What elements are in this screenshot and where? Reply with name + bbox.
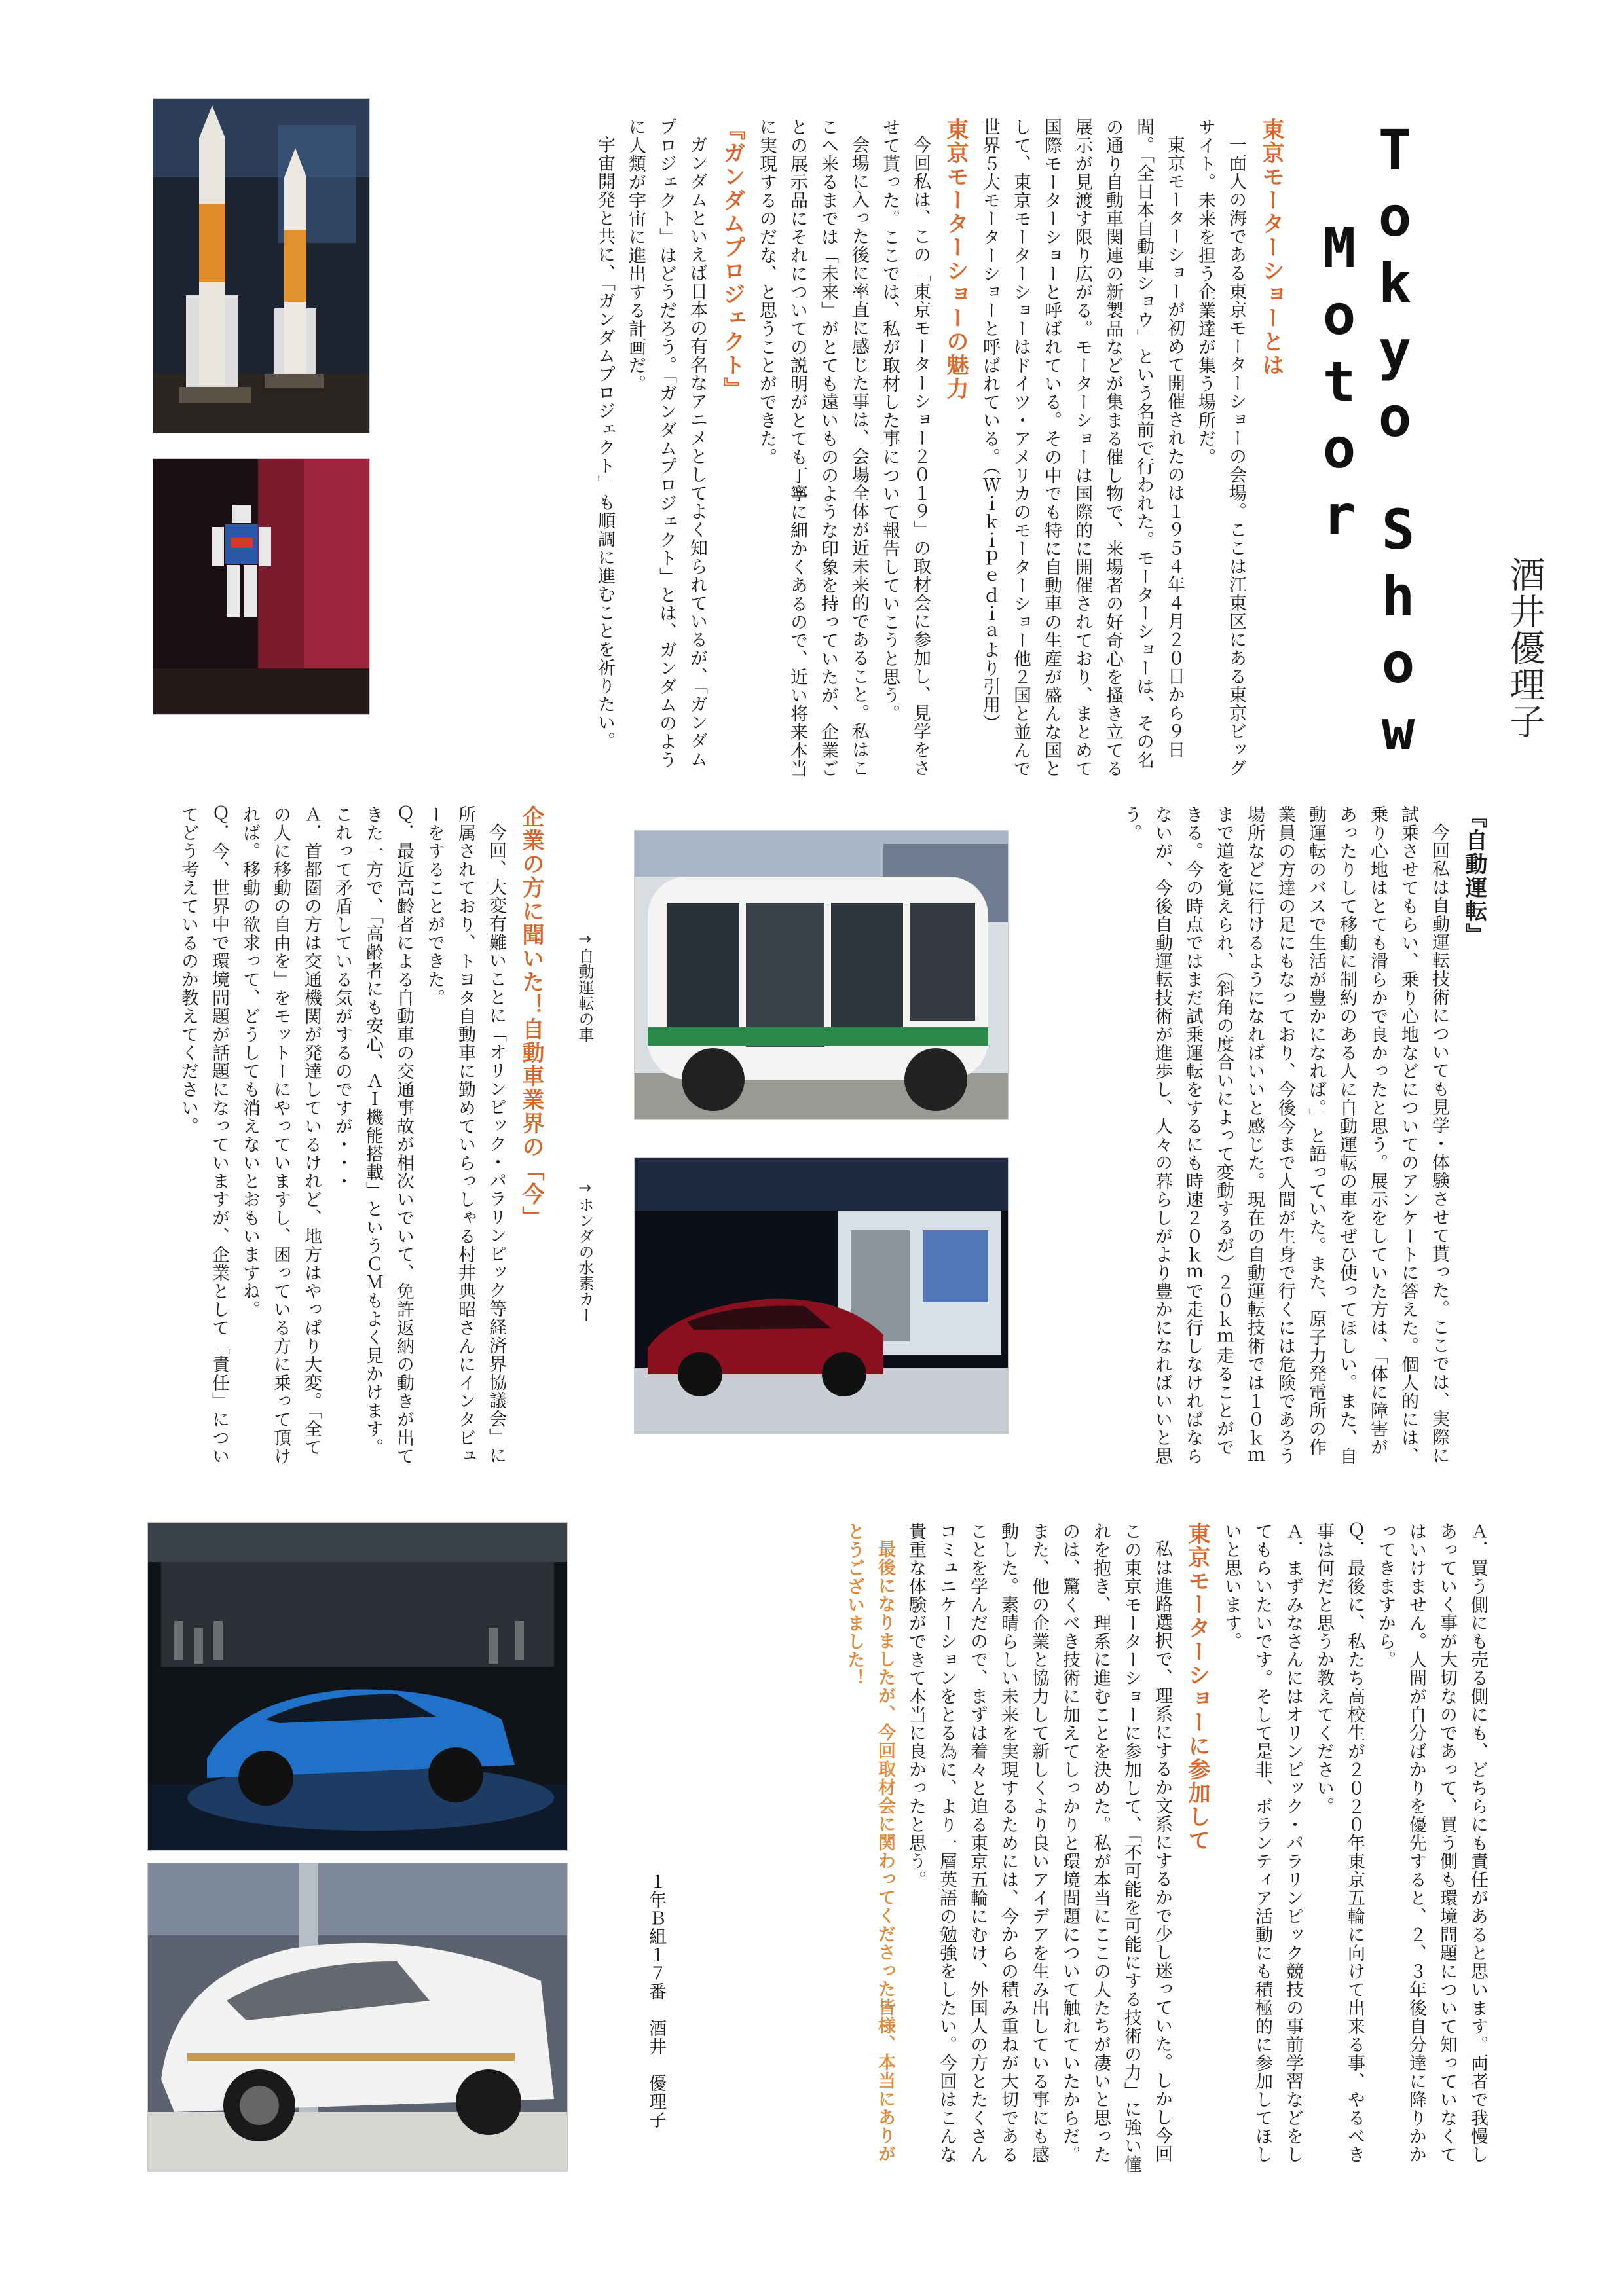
bottom-article <box>629 1522 1493 2177</box>
interview-a3: Ａ．まずみなさんにはオリンピック・パラリンピック競技の事前学習などをしてもらいたいです。そして是非、ボランティア活動にも積極的に参加してほしいと思います。 <box>1221 1522 1303 2164</box>
interview-a1: Ａ．首都圏の方は交通機関が発達しているけれど、地方はやっぱり大変。「全ての人に移動の自由を」をモットーにやっていますし、困っている方に乗って頂ければ。移動の欲求って、どうしても消えないとおもいますね。 <box>240 805 322 1465</box>
honda-hydrogen-car-photo <box>634 1157 1009 1434</box>
thanks-message: 最後になりましたが、今回取材会に関わってくださった皆様、本当にありがとうございました！ <box>844 1522 895 2163</box>
interview-article <box>98 805 550 1467</box>
white-concept-car-photo <box>147 1863 568 2172</box>
rocket-photo <box>153 98 370 433</box>
heading-charm: 東京モーターショーの魅力 <box>942 118 969 401</box>
heading-gundam: 『ガンダムプロジェクト』 <box>719 118 745 401</box>
autonomous-bus-photo <box>634 830 1009 1120</box>
interview-q1: Ｑ．最近高齢者による自動車の交通事故が相次いでいて、免許返納の動きが出てきた一方で、「高齢者にも安心、ＡＩ機能搭載」というＣＭもよく見かけます。これって矛盾している気がするのですが・・・ <box>332 805 414 1465</box>
top-article <box>595 118 1290 786</box>
gundam-photo <box>153 458 370 715</box>
about-para-1: 一面人の海である東京モーターショーの会場。ここは江東区にある東京ビッグサイト。未来を担う企業達が集う場所だ。 <box>1195 118 1246 777</box>
blue-car-photo <box>147 1522 568 1851</box>
heading-participation: 東京モーターショーに参加して <box>1184 1522 1210 1852</box>
gundam-para-1: ガンダムといえば日本の有名なアニメとしてよく知られているが、「ガンダムプロジェクト」はどうだろう。「ガンダムプロジェクト」とは、ガンダムのように人類が宇宙に進出する計画だ。 <box>625 118 707 769</box>
interview-intro: 今回、大変有難いことに「オリンピック・パラリンピック等経済界協議会」に所属されており、トヨタ自動車に勤めていらっしゃる村井典昭さんにインタビューをすることができた。 <box>424 805 506 1465</box>
charm-para-2: 会場に入った後に率直に感じた事は、会場全体が近未来的であること。私はここへ来るまでは「未来」がとても遠いもののような印象を持っていたが、企業ごとの展示品にそれについての説明がとても丁寧に細かくあるので、近い将来本当に実現するのだな、と思うことができた。 <box>756 118 869 778</box>
caption-honda: →ホンダの水素カー <box>576 1178 594 1322</box>
interview-a2: Ａ．買う側にも売る側にも、どちらにも責任があると思います。両者で我慢しあっていく事が大切なのであって、買う側も環境問題について知っていなくてはいけません。人間が自分ばかりを優先すると、２、３年後自分達に降りかかってきますから。 <box>1375 1522 1488 2164</box>
interview-q3: Ｑ．最後に、私たち高校生が２０２０年東京五輪に向けて出来る事、やるべき事は何だと思うか教えてください。 <box>1314 1522 1365 2164</box>
heading-interview: 企業の方に聞いた！自動車業界の「今」 <box>518 805 544 1230</box>
charm-para-1: 今回私は、この「東京モーターショー２０１９」の取材会に参加し、見学をさせて貰った。ここでは、私が取材した事について報告していこうと思う。 <box>880 118 931 777</box>
signature: １年Ｂ組１７番 酒井 優理子 <box>646 1872 666 2129</box>
title-col-tokyo: Tokyo <box>1363 118 1427 452</box>
caption-bus: →自動運転の車 <box>576 930 594 1042</box>
autonomous-para-1: 今回私は自動運転技術についても見学・体験させて貰った。ここでは、実際に試乗させてもらい、乗り心地などについてのアンケートに答えた。個人的には、乗り心地はとても滑らかで良かったと思う。展示をしていた方は、「体に障害があったりして移動に制約のある人に自動運転の車をぜひ使ってほしい。また、自動運転のバスで生活が豊かになれば。」と語っていた。また、原子力発電所の作業員の方達の足にもなっており、今後今まで人間が生身で行くには危険であろう場所などに行けるようになればいいと感じた。現在の自動運転技術では１０ｋｍまで道を覚えられ、（斜角の度合いによって変動するが）２０ｋｍ走ることができる。今の時点ではまだ試乗運転をするにも時速２０ｋｍで走行しなければならないが、今後自動運転技術が進歩し、人々の暮らしがより豊かになればいいと思う。 <box>1121 805 1449 1465</box>
about-para-2: 東京モーターショーが初めて開催されたのは１９５４年４月２０日から９日間。「全日本自動車ショウ」という名前で行われた。モーターショーは、その名の通り自動車関連の新製品などが集まる催し物で、来場者の好奇心を掻き立てる展示が見渡す限り広がる。モーターショーは国際的に開催されており、まとめて国際モーターショーと呼ばれている。その中でも特に自動車の生産が盛んな国として、東京モーターショーはドイツ・アメリカのモーターショー他２国と並んで世界５大モーターショーと呼ばれている。（Ｗｉｋｉｐｅｄｉａより引用） <box>980 118 1185 778</box>
interview-q2: Ｑ．今、世界中で環境問題が話題になっていますが、企業として「責任」についてどう考えているのか教えてください。 <box>178 805 229 1465</box>
title-col-motor: Motor <box>1307 216 1371 550</box>
autonomous-article <box>1041 805 1493 1467</box>
participation-para-1: 私は進路選択で、理系にするか文系にするかで少し迷っていた。しかし今回この東京モーターショーに参加して、「不可能を可能にする技術の力」に強い憧れを抱き、理系に進むことを決めた。私が本当にここの人たちが凄いと思ったのは、驚くべき技術に加えてしっかりと環境問題について触れていたからだ。また、他の企業と協力して新しくより良いアイデアを生み出している事にも感動した。素晴らしい未来を実現するためには、今からの積み重ねが大切であることを学んだので、まずは着々と迫る東京五輪にむけ、外国人の方とたくさんコミュニケーションをとる為に、より一層英語の勉強をしたい。今回はこんな貴重な体験ができて本当に良かったと思う。 <box>906 1522 1172 2174</box>
heading-about: 東京モーターショーとは <box>1258 118 1284 377</box>
author-name: 酒井優理子 <box>1504 556 1546 740</box>
heading-autonomous: 『自動運転』 <box>1461 805 1487 947</box>
title-col-show: Show <box>1366 498 1430 765</box>
gundam-para-2: 宇宙開発と共に、「ガンダムプロジェクト」も順調に進むことを祈りたい。 <box>595 136 615 750</box>
